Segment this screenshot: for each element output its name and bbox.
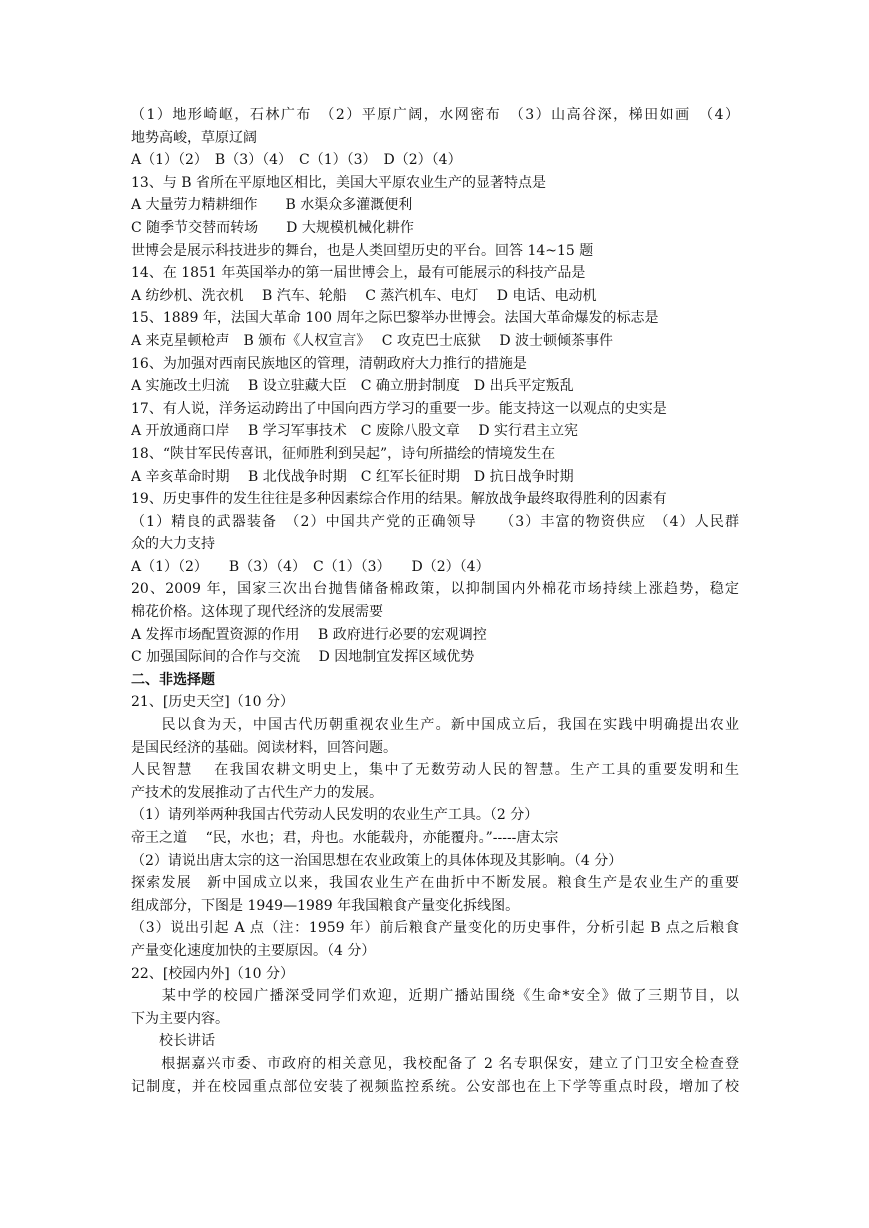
- text-line: A 纺纱机、洗衣机 B 汽车、轮船 C 蒸汽机车、电灯 D 电话、电动机: [131, 287, 597, 304]
- text-line: 是国民经济的基础。阅读材料，回答问题。: [131, 739, 397, 756]
- text-line: A 大量劳力精耕细作 B 水渠众多灌溉便利: [131, 197, 413, 214]
- text-line: A 实施改土归流 B 设立驻藏大臣 C 确立册封制度 D 出兵平定叛乱: [131, 378, 574, 395]
- text-line: 19、历史事件的发生往往是多种因素综合作用的结果。解放战争最终取得胜利的因素有: [131, 491, 667, 508]
- text-line: 13、与 B 省所在平原地区相比，美国大平原农业生产的显著特点是: [131, 174, 547, 191]
- text-line: 20、2009 年，国家三次出台抛售储备棉政策，以抑制国内外棉花市场持续上涨趋势，稳定: [131, 581, 739, 598]
- text-line: 21、[历史天空]（10 分）: [131, 694, 295, 711]
- text-line: 某中学的校园广播深受同学们欢迎，近期广播站围绕《生命*安全》做了三期节目，以: [131, 988, 739, 1005]
- text-line: （1）精良的武器装备 （2）中国共产党的正确领导 （3）丰富的物资供应 （4）人民群: [131, 513, 739, 530]
- text-line: 14、在 1851 年英国举办的第一届世博会上，最有可能展示的科技产品是: [131, 265, 586, 282]
- text-line: 地势高峻，草原辽阔: [131, 129, 257, 146]
- text-line: 产技术的发展推动了古代生产力的发展。: [131, 784, 383, 801]
- text-line: （1）请列举两种我国古代劳动人民发明的农业生产工具。（2 分）: [131, 807, 539, 824]
- text-line: 18、“陕甘军民传喜讯，征师胜利到吴起”，诗句所描绘的情境发生在: [131, 445, 556, 462]
- text-line: A 发挥市场配置资源的作用 B 政府进行必要的宏观调控: [131, 626, 487, 643]
- text-line: 棉花价格。这体现了现代经济的发展需要: [131, 604, 383, 621]
- text-line: 下为主要内容。: [131, 1010, 229, 1027]
- text-line: 产量变化速度加快的主要原因。（4 分）: [131, 942, 376, 959]
- text-line: 15、1889 年，法国大革命 100 周年之际巴黎举办世博会。法国大革命爆发的标志是: [131, 310, 659, 327]
- text-line: 记制度，并在校园重点部位安装了视频监控系统。公安部也在上下学等重点时段，增加了校: [131, 1078, 739, 1095]
- text-line: 16、为加强对西南民族地区的管理，清朝政府大力推行的措施是: [131, 355, 527, 372]
- document-page: [131, 104, 739, 1098]
- section-heading: 二、非选择题: [131, 671, 215, 688]
- text-line: 探索发展 新中国成立以来，我国农业生产在曲折中不断发展。粮食生产是农业生产的重要: [131, 875, 739, 892]
- text-line: 众的大力支持: [131, 536, 215, 553]
- text-line: 人民智慧 在我国农耕文明史上，集中了无数劳动人民的智慧。生产工具的重要发明和生: [131, 762, 739, 779]
- text-line: 组成部分，下图是 1949—1989 年我国粮食产量变化拆线图。: [131, 897, 520, 914]
- text-line: 22、[校园内外]（10 分）: [131, 965, 295, 982]
- text-line: 民以食为天，中国古代历朝重视农业生产。新中国成立后，我国在实践中明确提出农业: [131, 717, 739, 734]
- text-line: A 来克星顿枪声 B 颁布《人权宣言》 C 攻克巴士底狱 D 波士顿倾茶事件: [131, 332, 614, 349]
- text-line: 根据嘉兴市委、市政府的相关意见，我校配备了 2 名专职保安，建立了门卫安全检查登: [131, 1055, 739, 1072]
- text-line: A 开放通商口岸 B 学习军事技术 C 废除八股文章 D 实行君主立宪: [131, 423, 579, 440]
- text-line: 帝王之道 “民，水也；君，舟也。水能载舟，亦能覆舟。”-----唐太宗: [131, 830, 559, 846]
- text-line: 世博会是展示科技进步的舞台，也是人类回望历史的平台。回答 14~15 题: [131, 242, 594, 259]
- text-line: （1）地形崎岖，石林广布 （2）平原广阔，水网密布 （3）山高谷深，梯田如画 （4）: [131, 107, 739, 123]
- text-line: A（1）（2） B（3）（4） C（1）（3） D（2）（4）: [131, 558, 490, 575]
- text-line: （3）说出引起 A 点（注：1959 年）前后粮食产量变化的历史事件，分析引起 B 点之后粮食: [131, 920, 739, 937]
- text-line: C 随季节交替而转场 D 大规模机械化耕作: [131, 219, 414, 236]
- text-line: C 加强国际间的合作与交流 D 因地制宜发挥区域优势: [131, 649, 475, 666]
- text-line: A（1）（2） B（3）（4） C（1）（3） D（2）（4）: [131, 152, 462, 169]
- text-line: 17、有人说，洋务运动跨出了中国向西方学习的重要一步。能支持这一以观点的史实是: [131, 400, 667, 417]
- text-line: （2）请说出唐太宗的这一治国思想在农业政策上的具体体现及其影响。（4 分）: [131, 852, 623, 869]
- text-line: 校长讲话: [131, 1033, 215, 1050]
- text-line: A 辛亥革命时期 B 北伐战争时期 C 红军长征时期 D 抗日战争时期: [131, 468, 574, 485]
